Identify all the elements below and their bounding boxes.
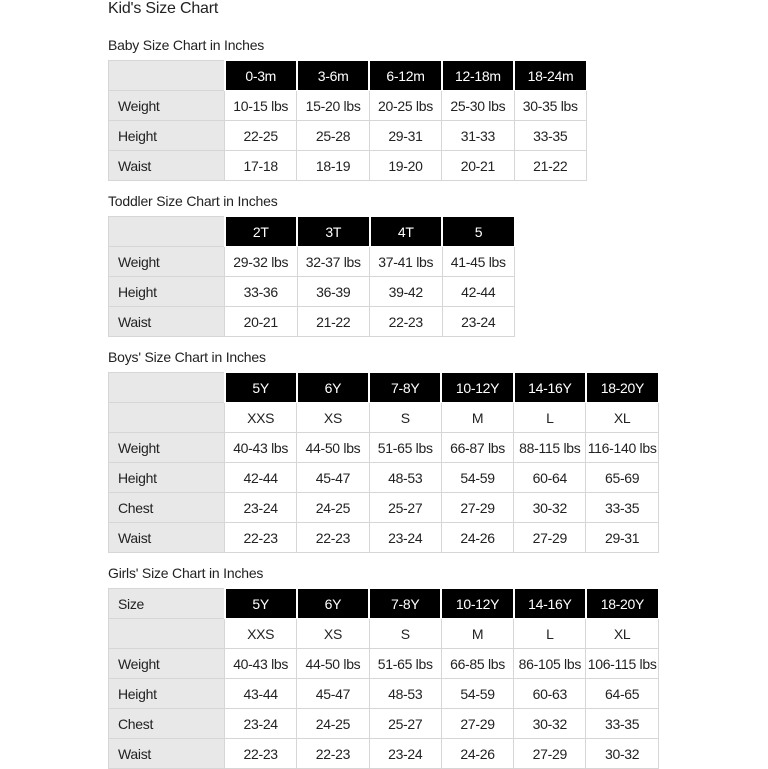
value-cell: 23-24	[369, 739, 441, 769]
value-cell: 65-69	[586, 463, 658, 493]
row-label: Height	[109, 121, 225, 151]
value-cell: XL	[586, 619, 658, 649]
value-cell: 106-115 lbs	[586, 649, 658, 679]
value-cell: 40-43 lbs	[225, 649, 297, 679]
row-label: Weight	[109, 247, 225, 277]
value-cell: 40-43 lbs	[225, 433, 297, 463]
size-header-cell: 7-8Y	[369, 589, 441, 619]
value-cell: 48-53	[369, 679, 441, 709]
row-label: Waist	[109, 739, 225, 769]
value-cell: 33-36	[225, 277, 298, 307]
value-cell: L	[514, 403, 586, 433]
corner-cell	[109, 61, 225, 91]
value-cell: 23-24	[369, 523, 441, 553]
table-row	[109, 739, 659, 769]
corner-cell	[109, 217, 225, 247]
header-row	[109, 589, 659, 619]
value-cell: 64-65	[586, 679, 658, 709]
toddler-chart-title: Toddler Size Chart in Inches	[108, 193, 278, 209]
value-cell: 54-59	[441, 679, 513, 709]
row-label: Weight	[109, 649, 225, 679]
row-label: Height	[109, 463, 225, 493]
size-header-cell: 2T	[225, 217, 298, 247]
value-cell: 20-25 lbs	[369, 91, 441, 121]
value-cell: 41-45 lbs	[442, 247, 515, 277]
value-cell: 44-50 lbs	[297, 433, 369, 463]
value-cell: 39-42	[370, 277, 443, 307]
value-cell: 27-29	[441, 709, 513, 739]
value-cell: 66-87 lbs	[441, 433, 513, 463]
table-row	[109, 433, 659, 463]
row-label: Waist	[109, 307, 225, 337]
value-cell: 25-30 lbs	[442, 91, 514, 121]
value-cell: 20-21	[225, 307, 298, 337]
value-cell: 25-27	[369, 493, 441, 523]
table-row	[109, 91, 587, 121]
size-header-cell: 14-16Y	[514, 589, 586, 619]
value-cell: XXS	[225, 619, 297, 649]
value-cell: 48-53	[369, 463, 441, 493]
value-cell: 24-25	[297, 709, 369, 739]
value-cell: 21-22	[297, 307, 370, 337]
size-header-cell: 12-18m	[442, 61, 514, 91]
value-cell: S	[369, 403, 441, 433]
value-cell: 36-39	[297, 277, 370, 307]
value-cell: XS	[297, 619, 369, 649]
value-cell: 88-115 lbs	[514, 433, 586, 463]
value-cell: 23-24	[225, 493, 297, 523]
value-cell: 42-44	[225, 463, 297, 493]
value-cell: XL	[586, 403, 658, 433]
corner-cell	[109, 373, 225, 403]
table-row	[109, 523, 659, 553]
value-cell: L	[514, 619, 586, 649]
value-cell: 60-64	[514, 463, 586, 493]
size-header-cell: 5Y	[225, 589, 297, 619]
boys-size-table	[108, 372, 659, 553]
table-row	[109, 151, 587, 181]
size-header-cell: 5	[442, 217, 515, 247]
value-cell: 29-32 lbs	[225, 247, 298, 277]
size-header-cell: 18-20Y	[586, 373, 658, 403]
value-cell: 116-140 lbs	[586, 433, 658, 463]
size-header-cell: 5Y	[225, 373, 297, 403]
value-cell: 30-35 lbs	[514, 91, 586, 121]
girls-size-table	[108, 588, 659, 769]
row-label: Chest	[109, 493, 225, 523]
value-cell: 24-26	[441, 523, 513, 553]
value-cell: M	[441, 619, 513, 649]
value-cell: 30-32	[514, 709, 586, 739]
row-label: Height	[109, 679, 225, 709]
value-cell: 37-41 lbs	[370, 247, 443, 277]
value-cell: 54-59	[441, 463, 513, 493]
value-cell: 10-15 lbs	[225, 91, 297, 121]
size-header-cell: 6Y	[297, 373, 369, 403]
header-row	[109, 61, 587, 91]
size-header-cell: 4T	[370, 217, 443, 247]
baby-size-table	[108, 60, 587, 181]
value-cell: 86-105 lbs	[514, 649, 586, 679]
row-label: Waist	[109, 151, 225, 181]
header-row	[109, 373, 659, 403]
corner-cell: Size	[109, 589, 225, 619]
value-cell: 22-23	[297, 739, 369, 769]
value-cell: 27-29	[514, 523, 586, 553]
value-cell: 18-19	[297, 151, 369, 181]
table-row	[109, 307, 515, 337]
size-header-cell: 3T	[297, 217, 370, 247]
size-header-cell: 6Y	[297, 589, 369, 619]
value-cell: 33-35	[514, 121, 586, 151]
value-cell: 45-47	[297, 463, 369, 493]
boys-chart-title: Boys' Size Chart in Inches	[108, 349, 266, 365]
value-cell: 27-29	[441, 493, 513, 523]
table-row	[109, 247, 515, 277]
value-cell: 22-23	[297, 523, 369, 553]
value-cell: 22-23	[370, 307, 443, 337]
value-cell: 51-65 lbs	[369, 649, 441, 679]
size-header-cell: 18-20Y	[586, 589, 658, 619]
row-label	[109, 619, 225, 649]
row-label: Chest	[109, 709, 225, 739]
girls-chart-title: Girls' Size Chart in Inches	[108, 565, 264, 581]
value-cell: XS	[297, 403, 369, 433]
value-cell: 33-35	[586, 709, 658, 739]
value-cell: 43-44	[225, 679, 297, 709]
baby-chart-title: Baby Size Chart in Inches	[108, 37, 265, 53]
value-cell: 51-65 lbs	[369, 433, 441, 463]
size-header-cell: 18-24m	[514, 61, 586, 91]
value-cell: 29-31	[369, 121, 441, 151]
value-cell: XXS	[225, 403, 297, 433]
value-cell: 33-35	[586, 493, 658, 523]
value-cell: 32-37 lbs	[297, 247, 370, 277]
table-row	[109, 121, 587, 151]
value-cell: 21-22	[514, 151, 586, 181]
table-row	[109, 493, 659, 523]
row-label: Height	[109, 277, 225, 307]
value-cell: 45-47	[297, 679, 369, 709]
value-cell: 30-32	[514, 493, 586, 523]
value-cell: 22-23	[225, 523, 297, 553]
table-row	[109, 619, 659, 649]
value-cell: 31-33	[442, 121, 514, 151]
value-cell: 19-20	[369, 151, 441, 181]
table-row	[109, 463, 659, 493]
table-row	[109, 709, 659, 739]
value-cell: 17-18	[225, 151, 297, 181]
size-header-cell: 6-12m	[369, 61, 441, 91]
value-cell: 60-63	[514, 679, 586, 709]
value-cell: 66-85 lbs	[441, 649, 513, 679]
size-header-cell: 0-3m	[225, 61, 297, 91]
size-header-cell: 3-6m	[297, 61, 369, 91]
table-row	[109, 649, 659, 679]
value-cell: 20-21	[442, 151, 514, 181]
row-label: Waist	[109, 523, 225, 553]
size-header-cell: 10-12Y	[441, 373, 513, 403]
value-cell: 30-32	[586, 739, 658, 769]
value-cell: 22-23	[225, 739, 297, 769]
value-cell: 15-20 lbs	[297, 91, 369, 121]
toddler-size-table	[108, 216, 515, 337]
table-row	[109, 403, 659, 433]
value-cell: 29-31	[586, 523, 658, 553]
row-label: Weight	[109, 91, 225, 121]
value-cell: 27-29	[514, 739, 586, 769]
value-cell: 25-28	[297, 121, 369, 151]
table-row	[109, 277, 515, 307]
header-row	[109, 217, 515, 247]
row-label	[109, 403, 225, 433]
value-cell: 23-24	[442, 307, 515, 337]
value-cell: 42-44	[442, 277, 515, 307]
size-header-cell: 7-8Y	[369, 373, 441, 403]
page-title: Kid's Size Chart	[108, 0, 219, 17]
size-header-cell: 14-16Y	[514, 373, 586, 403]
value-cell: 23-24	[225, 709, 297, 739]
value-cell: 25-27	[369, 709, 441, 739]
table-row	[109, 679, 659, 709]
value-cell: 22-25	[225, 121, 297, 151]
value-cell: 24-25	[297, 493, 369, 523]
size-header-cell: 10-12Y	[441, 589, 513, 619]
value-cell: 44-50 lbs	[297, 649, 369, 679]
row-label: Weight	[109, 433, 225, 463]
value-cell: M	[441, 403, 513, 433]
value-cell: S	[369, 619, 441, 649]
value-cell: 24-26	[441, 739, 513, 769]
